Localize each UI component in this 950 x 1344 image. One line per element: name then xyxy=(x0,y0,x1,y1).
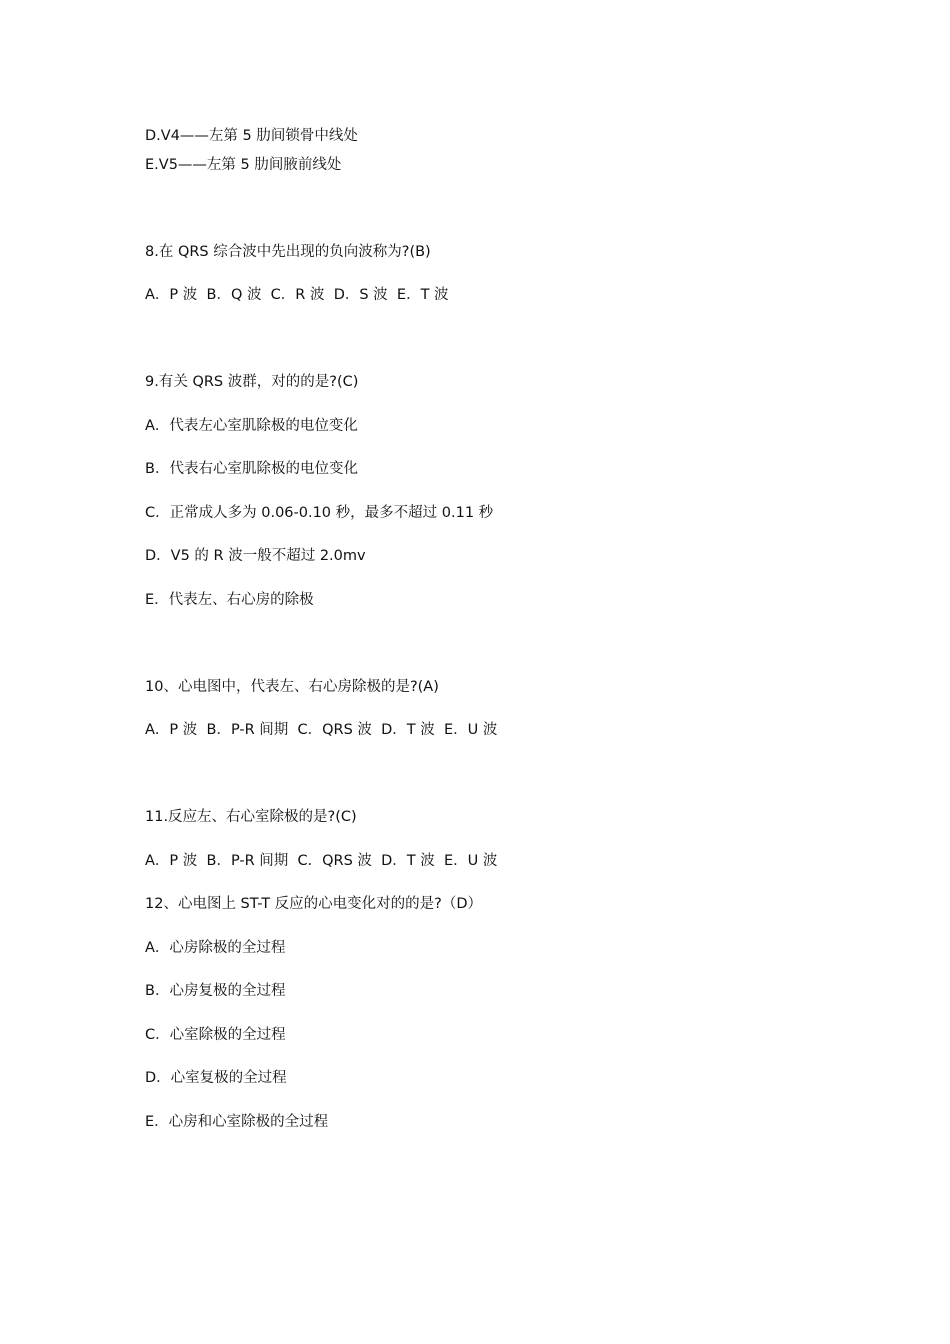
question-12-option-d: D．心室复极的全过程 xyxy=(145,1070,287,1086)
question-10-options: A．P 波 B．P-R 间期 C．QRS 波 D．T 波 E．U 波 xyxy=(145,722,498,738)
question-10: 10、心电图中，代表左、右心房除极的是?(A) xyxy=(145,679,439,695)
question-9: 9.有关 QRS 波群，对的的是?(C) xyxy=(145,374,359,390)
question-9-option-b: B．代表右心室肌除极的电位变化 xyxy=(145,461,358,477)
question-8: 8.在 QRS 综合波中先出现的负向波称为?(B) xyxy=(145,244,431,260)
question-9-option-c: C．正常成人多为 0.06-0.10 秒，最多不超过 0.11 秒 xyxy=(145,505,494,521)
question-9-option-d: D．V5 的 R 波一般不超过 2.0mv xyxy=(145,548,366,564)
question-12-option-b: B．心房复极的全过程 xyxy=(145,983,286,999)
question-11-options: A．P 波 B．P-R 间期 C．QRS 波 D．T 波 E．U 波 xyxy=(145,853,498,869)
option-e-v5: E.V5——左第 5 肋间腋前线处 xyxy=(145,157,342,173)
question-12-option-a: A．心房除极的全过程 xyxy=(145,940,286,956)
question-9-option-e: E．代表左、右心房的除极 xyxy=(145,592,314,608)
question-8-options: A．P 波 B．Q 波 C．R 波 D．S 波 E．T 波 xyxy=(145,287,449,303)
option-d-v4: D.V4——左第 5 肋间锁骨中线处 xyxy=(145,128,358,144)
question-11: 11.反应左、右心室除极的是?(C) xyxy=(145,809,357,825)
question-12-option-c: C．心室除极的全过程 xyxy=(145,1027,286,1043)
question-12: 12、心电图上 ST-T 反应的心电变化对的的是?（D） xyxy=(145,896,483,912)
question-12-option-e: E．心房和心室除极的全过程 xyxy=(145,1114,329,1130)
question-9-option-a: A．代表左心室肌除极的电位变化 xyxy=(145,418,358,434)
